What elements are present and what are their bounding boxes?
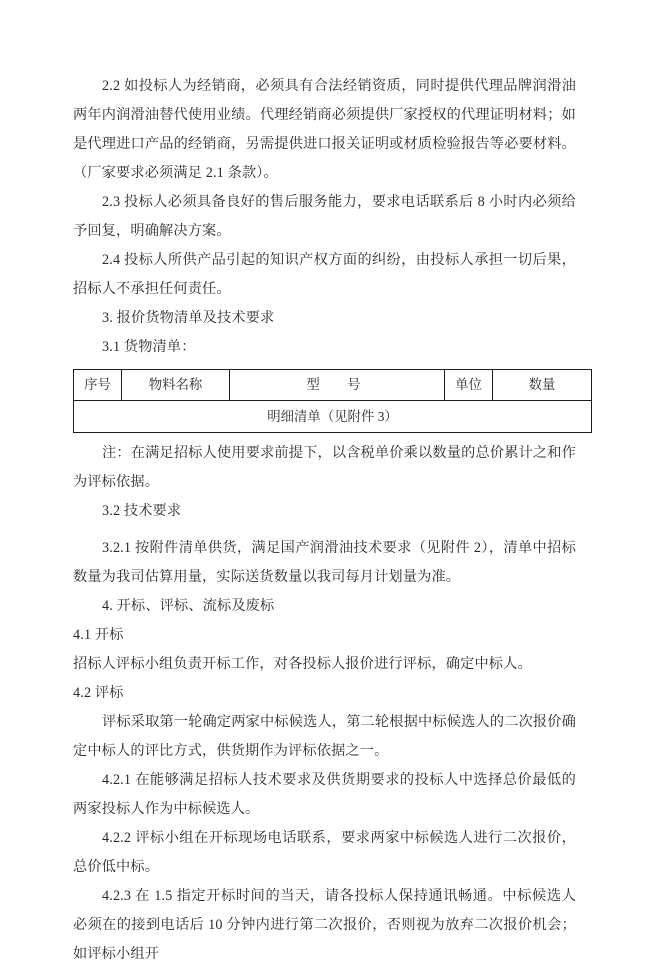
heading-4: 4. 开标、评标、流标及废标 [102, 598, 275, 614]
document-body [73, 72, 576, 969]
table-header-quantity: 数量 [493, 370, 592, 401]
heading-3: 3. 报价货物清单及技术要求 [102, 310, 275, 326]
heading-3-1: 3.1 货物清单： [102, 339, 196, 355]
paragraph-4-2-2: 4.2.2 评标小组在开标现场电话联系，要求两家中标候选人进行二次报价，总价低中标。 [73, 830, 576, 875]
paragraph-3-2-1: 3.2.1 按附件清单供货，满足国产润滑油技术要求（见附件 2），清单中招标数量为我司估算用量，实际送货数量以我司每月计划量为准。 [73, 540, 576, 585]
paragraph-4-1: 招标人评标小组负责开标工作，对各投标人报价进行评标，确定中标人。 [73, 656, 532, 672]
note-evaluation-basis: 注：在满足招标人使用要求前提下，以含税单价乘以数量的总价累计之和作为评标依据。 [73, 445, 576, 490]
heading-4-2: 4.2 评标 [73, 685, 124, 701]
table-header-material-name: 物料名称 [122, 370, 230, 401]
table-header-unit: 单位 [445, 370, 493, 401]
paragraph-2-4: 2.4 投标人所供产品引起的知识产权方面的纠纷，由投标人承担一切后果，招标人不承担任何责任。 [73, 252, 576, 297]
table-cell-detail-list-reference: 明细清单（见附件 3） [74, 401, 592, 433]
paragraph-2-3: 2.3 投标人必须具备良好的售后服务能力，要求电话联系后 8 小时内必须给予回复，明确解决方案。 [73, 194, 576, 239]
paragraph-4-2-3: 4.2.3 在 1.5 指定开标时间的当天，请各投标人保持通讯畅通。中标候选人必须在的接到电话后 10 分钟内进行第二次报价，否则视为放弃二次报价机会；如评标小组开 [73, 888, 576, 962]
paragraph-4-2: 评标采取第一轮确定两家中标候选人，第二轮根据中标候选人的二次报价确定中标人的评比方式，供货期作为评标依据之一。 [73, 714, 576, 759]
heading-3-2: 3.2 技术要求 [102, 503, 182, 519]
table-row [74, 401, 592, 433]
heading-4-1: 4.1 开标 [73, 627, 124, 643]
table-header-row [74, 370, 592, 401]
goods-list-table [73, 369, 592, 433]
table-header-seq: 序号 [74, 370, 122, 401]
paragraph-4-2-1: 4.2.1 在能够满足招标人技术要求及供货期要求的投标人中选择总价最低的两家投标人作为中标候选人。 [73, 772, 576, 817]
paragraph-2-2: 2.2 如投标人为经销商，必须具有合法经销资质，同时提供代理品牌润滑油两年内润滑油替代使用业绩。代理经销商必须提供厂家授权的代理证明材料；如是代理进口产品的经销商，另需提供进口报关证明或材质检验报告等必要材料。（厂家要求必须满足 2.1 条款）。 [73, 78, 576, 181]
table-header-model: 型 号 [230, 370, 445, 401]
